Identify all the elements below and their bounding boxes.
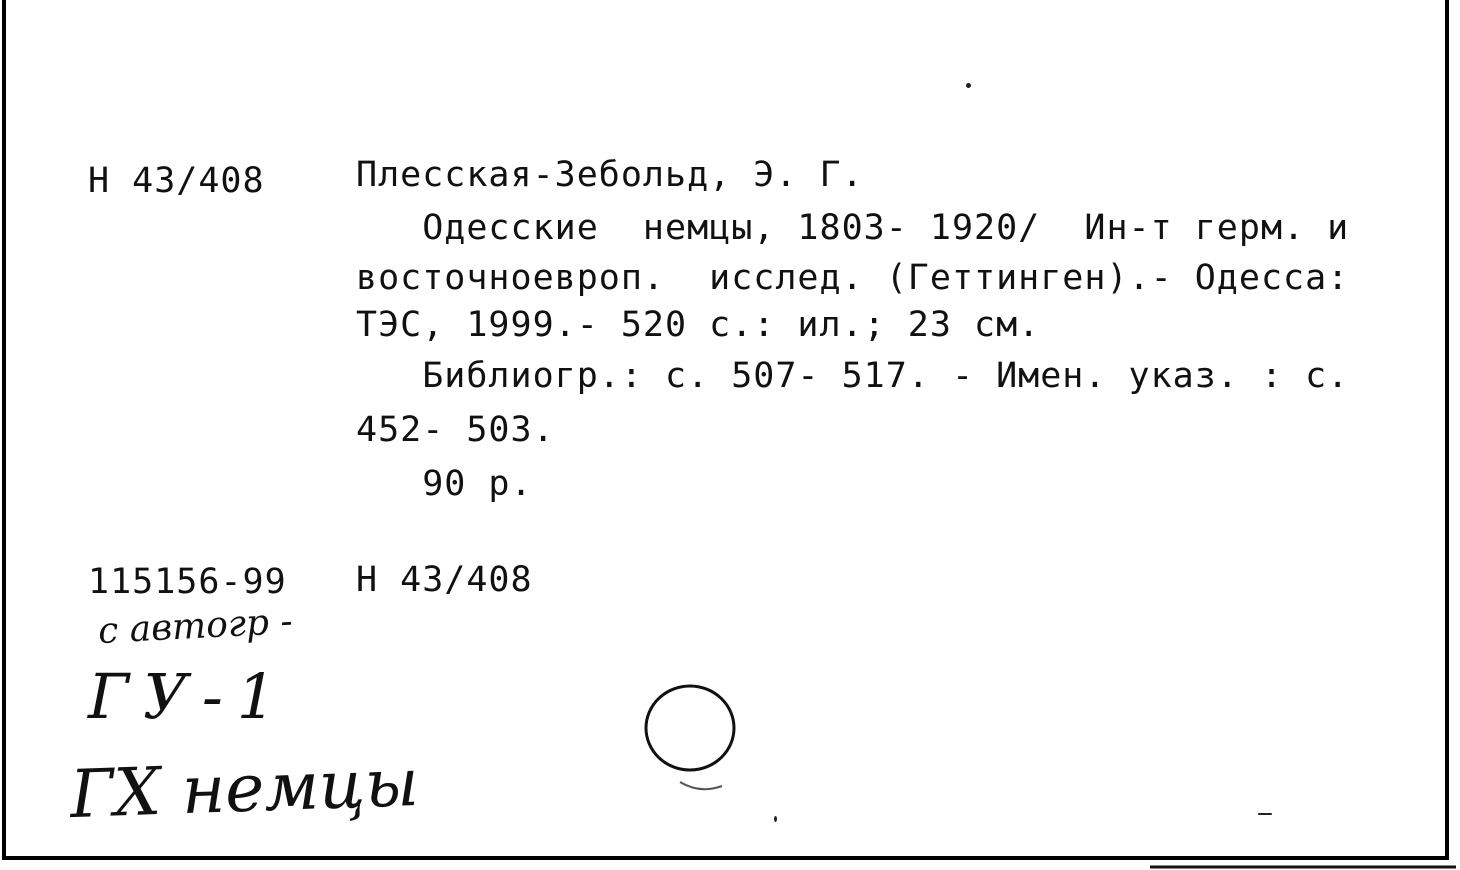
body-line-2: восточноевроп. исслед. (Геттинген).- Одесса:	[356, 258, 1350, 298]
handwritten-autograph-note: с автогр -	[97, 600, 294, 653]
inventory-number: 115156-99	[88, 562, 287, 602]
body-line-5: 452- 503.	[356, 410, 555, 450]
body-line-6: 90 р.	[356, 464, 533, 504]
call-number: Н 43/408	[88, 161, 265, 201]
scan-speck	[1258, 813, 1272, 815]
handwritten-shelf-code: ГУ-1	[88, 660, 291, 733]
scan-speck	[774, 816, 777, 822]
handwritten-subject-heading: ГХ немцы	[68, 743, 420, 834]
body-line-4: Библиогр.: с. 507- 517. - Имен. указ. : с.	[356, 356, 1350, 396]
body-line-3: ТЭС, 1999.- 520 с.: ил.; 23 см.	[356, 305, 1041, 345]
author-heading: Плесская-Зебольд, Э. Г.	[356, 155, 864, 195]
body-line-1: Одесские немцы, 1803- 1920/ Ин-т герм. и	[356, 208, 1350, 248]
scan-speck	[966, 83, 971, 88]
call-number-repeat: Н 43/408	[356, 560, 533, 600]
